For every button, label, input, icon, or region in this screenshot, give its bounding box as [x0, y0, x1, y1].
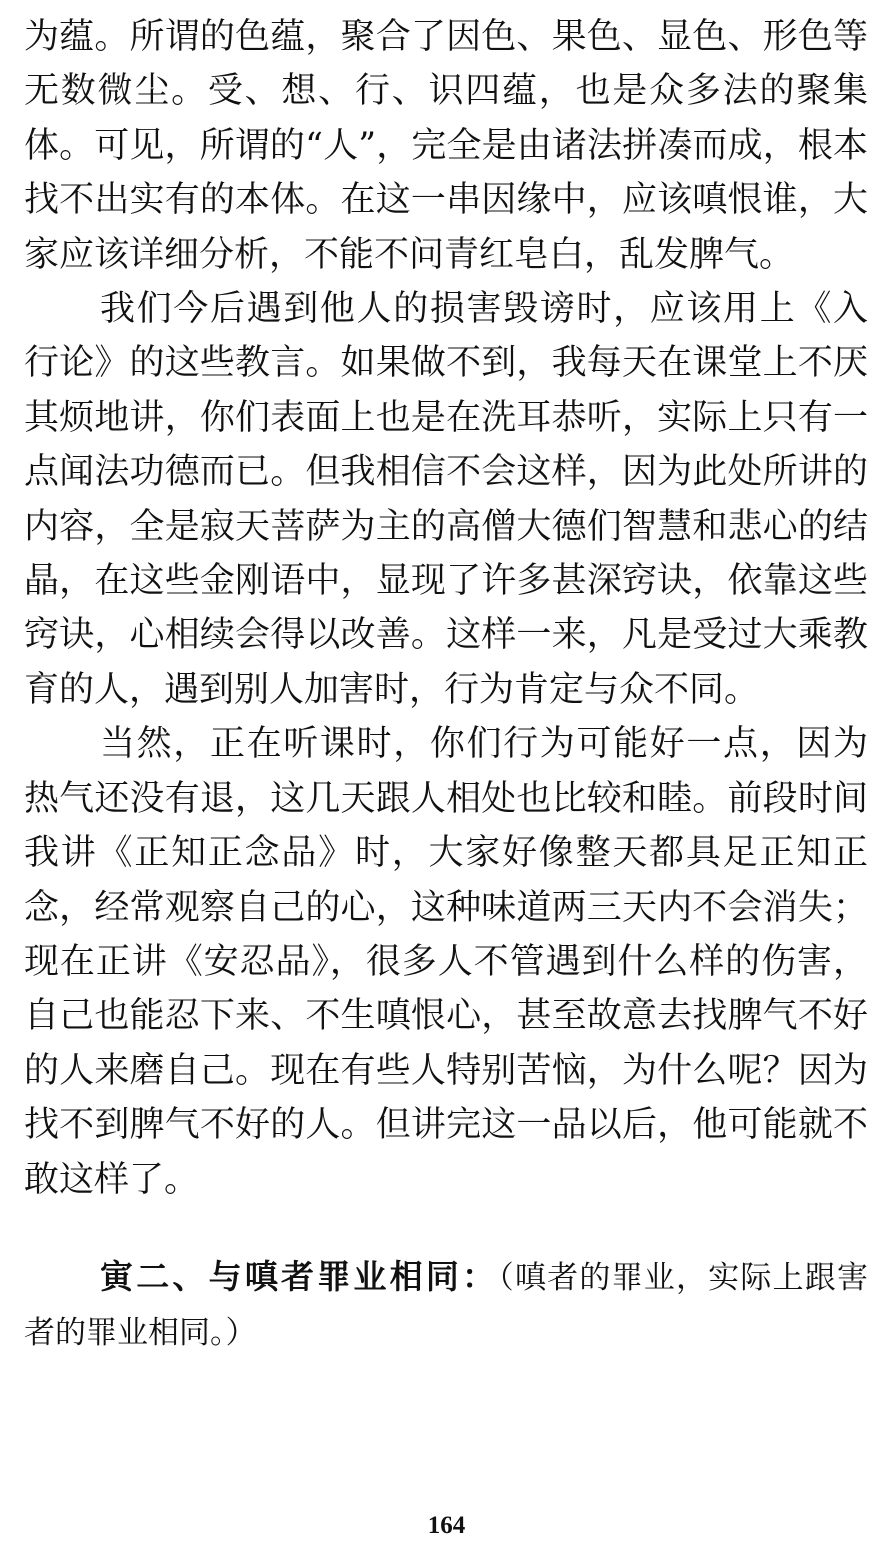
paragraph-2: 我们今后遇到他人的损害毁谤时，应该用上《入行论》的这些教言。如果做不到，我每天在课堂上不厌其烦地讲，你们表面上也是在洗耳恭听，实际上只有一点闻法功德而已。但我相信不会这样，因为此处所讲的内容，全是寂天菩萨为主的高僧大德们智慧和悲心的结晶，在这些金刚语中，显现了许多甚深窍诀，依靠这些窍诀，心相续会得以改善。这样一来，凡是受过大乘教育的人，遇到别人加害时，行为肯定与众不同。	[24, 289, 868, 710]
section-heading-note: （嗔者的罪业，实际上跟害者的罪业相同。）	[24, 1259, 868, 1351]
section-heading	[24, 1250, 868, 1360]
section-heading-title: 寅二、与嗔者罪业相同：	[100, 1256, 499, 1296]
paragraph-3: 当然，正在听课时，你们行为可能好一点，因为热气还没有退，这几天跟人相处也比较和睦。前段时间我讲《正知正念品》时，大家好像整天都具足正知正念，经常观察自己的心，这种味道两三天内不会消失；现在正讲《安忍品》，很多人不管遇到什么样的伤害，自己也能忍下来、不生嗔恨心，甚至故意去找脾气不好的人来磨自己。现在有些人特别苦恼，为什么呢？因为找不到脾气不好的人。但讲完这一品以后，他可能就不敢这样了。	[24, 724, 868, 1200]
document-body	[24, 10, 868, 1393]
paragraph-1: 为蕴。所谓的色蕴，聚合了因色、果色、显色、形色等无数微尘。受、想、行、识四蕴，也是众多法的聚集体。可见，所谓的“人”，完全是由诸法拼凑而成，根本找不出实有的本体。在这一串因缘中，应该嗔恨谁，大家应该详细分析，不能不问青红皂白，乱发脾气。	[24, 17, 868, 275]
page-number: 164	[427, 1512, 466, 1539]
